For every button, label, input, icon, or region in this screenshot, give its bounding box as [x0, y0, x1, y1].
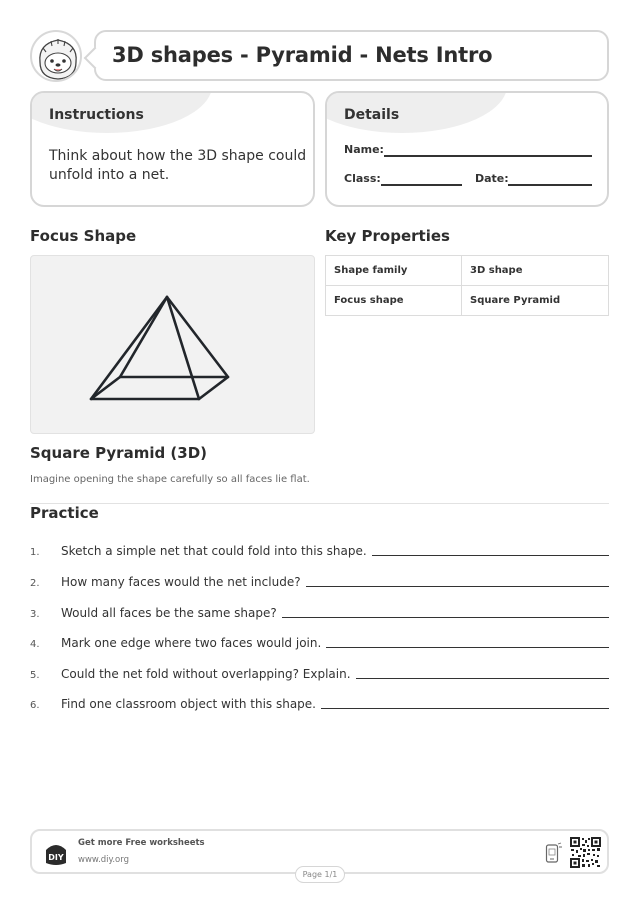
question-number: 1. [30, 547, 40, 558]
title-banner [94, 30, 609, 81]
instructions-card [30, 91, 315, 207]
footer-promo-text: Get more Free worksheets [78, 838, 205, 848]
question-text: Mark one edge where two faces would join. [61, 636, 322, 650]
question-text: Would all faces be the same shape? [61, 606, 277, 620]
practice-question [30, 634, 609, 650]
question-number: 4. [30, 639, 40, 650]
answer-line[interactable] [306, 586, 609, 587]
property-value: 3D shape [462, 256, 609, 286]
qr-code-icon[interactable] [570, 837, 601, 868]
question-number: 5. [30, 670, 40, 681]
property-value: Square Pyramid [462, 286, 609, 316]
property-label: Focus shape [326, 286, 462, 316]
shape-name-heading: Square Pyramid (3D) [30, 444, 208, 462]
instructions-heading: Instructions [49, 107, 144, 123]
svg-text:DIY: DIY [48, 853, 64, 862]
key-properties-heading: Key Properties [325, 227, 450, 245]
practice-question [30, 604, 609, 620]
table-row [326, 286, 609, 316]
name-field[interactable] [384, 155, 592, 157]
focus-shape-heading: Focus Shape [30, 227, 137, 245]
shape-description: Imagine opening the shape carefully so all faces lie flat. [30, 474, 310, 485]
diy-logo-icon[interactable] [43, 841, 69, 867]
focus-shape-image [30, 255, 315, 434]
question-text: Sketch a simple net that could fold into this shape. [61, 544, 367, 558]
practice-question [30, 542, 609, 558]
name-label: Name: [344, 143, 384, 156]
practice-question [30, 695, 609, 711]
key-properties-table [325, 255, 609, 316]
mascot-avatar-icon [30, 30, 82, 82]
footer-url-link[interactable]: www.diy.org [78, 855, 129, 865]
practice-question [30, 665, 609, 681]
question-number: 3. [30, 609, 40, 620]
details-card [325, 91, 609, 207]
instructions-text: Think about how the 3D shape could unfold into a net. [49, 148, 307, 183]
class-label: Class: [344, 172, 381, 185]
question-text: How many faces would the net include? [61, 575, 301, 589]
answer-line[interactable] [356, 678, 609, 679]
date-label: Date: [475, 172, 509, 185]
answer-line[interactable] [326, 647, 609, 648]
practice-heading: Practice [30, 504, 99, 522]
table-row [326, 256, 609, 286]
property-label: Shape family [326, 256, 462, 286]
answer-line[interactable] [321, 708, 609, 709]
phone-icon [545, 842, 563, 864]
answer-line[interactable] [372, 555, 609, 556]
question-text: Could the net fold without overlapping? Explain. [61, 667, 351, 681]
answer-line[interactable] [282, 617, 609, 618]
practice-question [30, 573, 609, 589]
page-number: Page 1/1 [295, 866, 345, 883]
question-text: Find one classroom object with this shape. [61, 697, 316, 711]
page-title: 3D shapes - Pyramid - Nets Intro [112, 43, 493, 67]
question-number: 6. [30, 700, 40, 711]
date-field[interactable] [508, 184, 592, 186]
details-heading: Details [344, 107, 400, 123]
square-pyramid-icon [31, 256, 316, 435]
class-field[interactable] [381, 184, 462, 186]
question-number: 2. [30, 578, 40, 589]
divider [30, 503, 609, 504]
